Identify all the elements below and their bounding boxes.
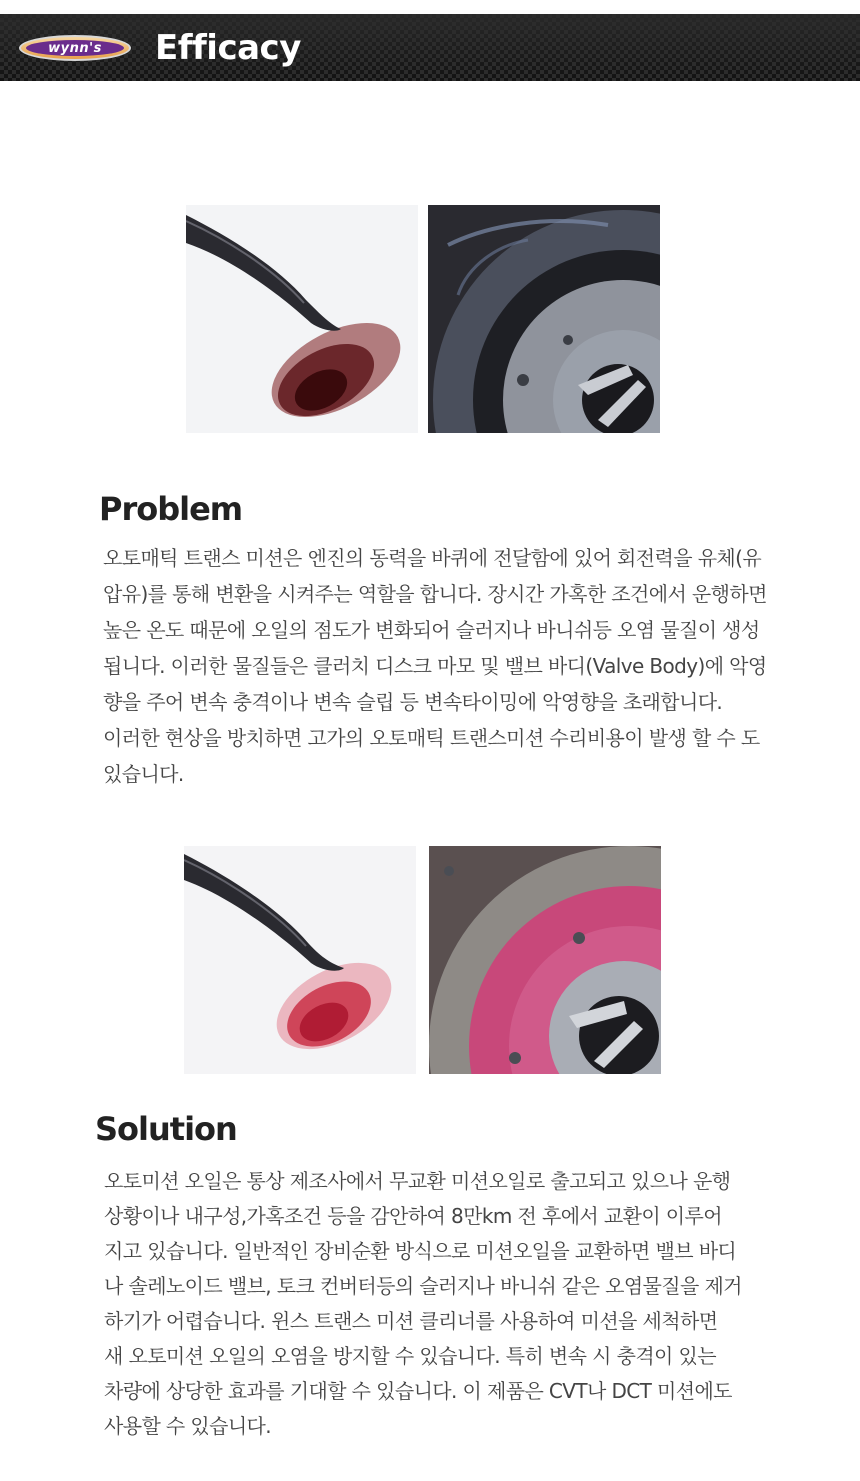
problem-line: 높은 온도 때문에 오일의 점도가 변화되어 슬러지나 바니쉬등 오염 물질이 생성	[103, 618, 760, 642]
solution-line: 지고 있습니다. 일반적인 장비순환 방식으로 미션오일을 교환하면 밸브 바디	[104, 1239, 737, 1263]
problem-line: 향을 주어 변속 충격이나 변속 슬립 등 변속타이밍에 악영향을 초래합니다.	[103, 690, 723, 714]
logo-text: wynn's	[26, 40, 124, 56]
problem-line: 있습니다.	[103, 762, 184, 786]
dirty-clutch-disc-photo	[428, 205, 660, 433]
solution-line: 새 오토미션 오일의 오염을 방지할 수 있습니다. 특히 변속 시 충격이 있는	[104, 1344, 716, 1368]
wynns-logo	[19, 35, 131, 61]
solution-line: 상황이나 내구성,가혹조건 등을 감안하여 8만km 전 후에서 교환이 이루어	[104, 1204, 722, 1228]
problem-line: 됩니다. 이러한 물질들은 클러치 디스크 마모 및 밸브 바디(Valve Body)에 악영	[103, 654, 767, 678]
solution-line: 사용할 수 있습니다.	[104, 1414, 272, 1438]
header-bar	[0, 14, 860, 81]
problem-line: 오토매틱 트랜스 미션은 엔진의 동력을 바퀴에 전달함에 있어 회전력을 유체(유	[103, 546, 762, 570]
problem-line: 압유)를 통해 변환을 시켜주는 역할을 합니다. 장시간 가혹한 조건에서 운행하면	[103, 582, 767, 606]
solution-line: 나 솔레노이드 밸브, 토크 컨버터등의 슬러지나 바니쉬 같은 오염물질을 제거	[104, 1274, 742, 1298]
dirty-oil-dipstick-photo	[186, 205, 418, 433]
solution-heading: Solution	[95, 1110, 237, 1148]
problem-heading: Problem	[99, 490, 243, 528]
solution-line: 오토미션 오일은 통상 제조사에서 무교환 미션오일로 출고되고 있으나 운행	[104, 1169, 731, 1193]
clean-clutch-disc-photo	[429, 846, 661, 1074]
solution-line: 차량에 상당한 효과를 기대할 수 있습니다. 이 제품은 CVT나 DCT 미션에도	[104, 1379, 732, 1403]
solution-line: 하기가 어렵습니다. 윈스 트랜스 미션 클리너를 사용하여 미션을 세척하면	[104, 1309, 718, 1333]
page-title: Efficacy	[155, 28, 301, 68]
problem-line: 이러한 현상을 방치하면 고가의 오토매틱 트랜스미션 수리비용이 발생 할 수 도	[103, 726, 760, 750]
clean-oil-dipstick-photo	[184, 846, 416, 1074]
